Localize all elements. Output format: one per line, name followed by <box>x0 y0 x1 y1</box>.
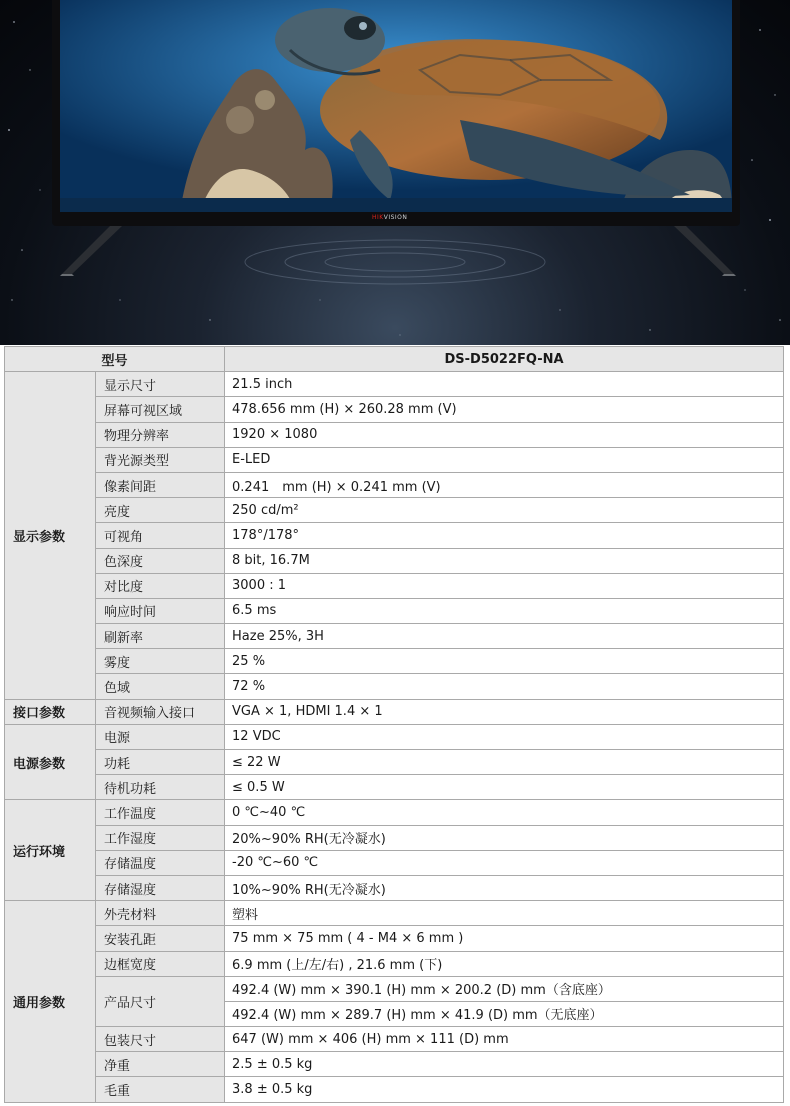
spec-name: 像素间距 <box>96 472 225 497</box>
spec-value: 塑料 <box>225 901 784 926</box>
group-label: 显示参数 <box>5 372 96 699</box>
spec-name: 产品尺寸 <box>96 976 225 1026</box>
table-row <box>5 498 784 523</box>
group-label: 通用参数 <box>5 901 96 1103</box>
spec-name: 存储湿度 <box>96 875 225 900</box>
table-row <box>5 447 784 472</box>
spec-table <box>4 346 784 1103</box>
spec-value: 1920 × 1080 <box>225 422 784 447</box>
spec-value: 478.656 mm (H) × 260.28 mm (V) <box>225 397 784 422</box>
spec-name: 显示尺寸 <box>96 372 225 397</box>
spec-name: 色域 <box>96 674 225 699</box>
table-row <box>5 1077 784 1102</box>
spec-name: 存储温度 <box>96 850 225 875</box>
group-label: 电源参数 <box>5 724 96 800</box>
spec-value: VGA × 1, HDMI 1.4 × 1 <box>225 699 784 724</box>
spec-value: E-LED <box>225 447 784 472</box>
spec-name: 响应时间 <box>96 598 225 623</box>
spec-value: 6.9 mm (上/左/右) , 21.6 mm (下) <box>225 951 784 976</box>
spec-value: 178°/178° <box>225 523 784 548</box>
table-row <box>5 624 784 649</box>
spec-name: 色深度 <box>96 548 225 573</box>
table-row <box>5 926 784 951</box>
table-row <box>5 724 784 749</box>
spec-name: 边框宽度 <box>96 951 225 976</box>
spec-value: -20 ℃~60 ℃ <box>225 850 784 875</box>
spec-value: Haze 25%, 3H <box>225 624 784 649</box>
table-row <box>5 699 784 724</box>
spec-name: 外壳材料 <box>96 901 225 926</box>
table-row <box>5 750 784 775</box>
table-row <box>5 598 784 623</box>
brand-logo: HIKVISION <box>372 214 408 221</box>
sea-turtle-illustration <box>60 0 732 212</box>
table-row <box>5 523 784 548</box>
spec-name: 刷新率 <box>96 624 225 649</box>
spec-name: 可视角 <box>96 523 225 548</box>
spec-name: 毛重 <box>96 1077 225 1102</box>
spec-value: 25 % <box>225 649 784 674</box>
table-row <box>5 775 784 800</box>
table-row <box>5 548 784 573</box>
spec-value: 10%~90% RH(无冷凝水) <box>225 875 784 900</box>
table-row <box>5 372 784 397</box>
model-value: DS-D5022FQ-NA <box>225 347 784 372</box>
spec-name: 包装尺寸 <box>96 1027 225 1052</box>
table-row <box>5 472 784 497</box>
table-row <box>5 674 784 699</box>
spec-value: 0.241 mm (H) × 0.241 mm (V) <box>225 472 784 497</box>
spec-value: 3.8 ± 0.5 kg <box>225 1077 784 1102</box>
spec-name: 工作温度 <box>96 800 225 825</box>
spec-name: 亮度 <box>96 498 225 523</box>
table-row <box>5 850 784 875</box>
spec-value: 12 VDC <box>225 724 784 749</box>
spec-name: 雾度 <box>96 649 225 674</box>
spec-value: 3000 : 1 <box>225 573 784 598</box>
table-header-row <box>5 347 784 372</box>
table-row <box>5 1027 784 1052</box>
spec-name: 待机功耗 <box>96 775 225 800</box>
spec-value: ≤ 0.5 W <box>225 775 784 800</box>
spec-value: ≤ 22 W <box>225 750 784 775</box>
spec-name: 工作湿度 <box>96 825 225 850</box>
tv-screen-turtle-image <box>60 0 732 212</box>
spec-name: 物理分辨率 <box>96 422 225 447</box>
table-row <box>5 397 784 422</box>
spec-value: 21.5 inch <box>225 372 784 397</box>
spec-value: 75 mm × 75 mm ( 4 - M4 × 6 mm ) <box>225 926 784 951</box>
table-row <box>5 422 784 447</box>
table-row <box>5 573 784 598</box>
table-row <box>5 901 784 926</box>
spec-value: 6.5 ms <box>225 598 784 623</box>
spec-name: 音视频输入接口 <box>96 699 225 724</box>
spec-name: 屏幕可视区域 <box>96 397 225 422</box>
table-row <box>5 951 784 976</box>
spec-name: 背光源类型 <box>96 447 225 472</box>
spec-name: 电源 <box>96 724 225 749</box>
table-row <box>5 875 784 900</box>
model-label: 型号 <box>5 347 225 372</box>
group-label: 运行环境 <box>5 800 96 901</box>
tv-stand-right <box>656 226 736 276</box>
table-row <box>5 800 784 825</box>
spec-value: 492.4 (W) mm × 390.1 (H) mm × 200.2 (D) mm（含底座） <box>225 976 784 1001</box>
spec-name: 对比度 <box>96 573 225 598</box>
tv-stand-left <box>60 226 140 276</box>
spec-value: 20%~90% RH(无冷凝水) <box>225 825 784 850</box>
spec-name: 功耗 <box>96 750 225 775</box>
table-row <box>5 649 784 674</box>
spec-value: 2.5 ± 0.5 kg <box>225 1052 784 1077</box>
spec-value-secondary: 492.4 (W) mm × 289.7 (H) mm × 41.9 (D) mm（无底座） <box>225 1001 784 1026</box>
spec-value: 72 % <box>225 674 784 699</box>
table-row <box>5 825 784 850</box>
spec-value: 0 ℃~40 ℃ <box>225 800 784 825</box>
table-row <box>5 1052 784 1077</box>
table-row <box>5 976 784 1001</box>
spec-value: 8 bit, 16.7M <box>225 548 784 573</box>
spec-value: 647 (W) mm × 406 (H) mm × 111 (D) mm <box>225 1027 784 1052</box>
group-label: 接口参数 <box>5 699 96 724</box>
product-hero-image <box>0 0 790 345</box>
spec-name: 净重 <box>96 1052 225 1077</box>
spec-value: 250 cd/m² <box>225 498 784 523</box>
spec-name: 安装孔距 <box>96 926 225 951</box>
